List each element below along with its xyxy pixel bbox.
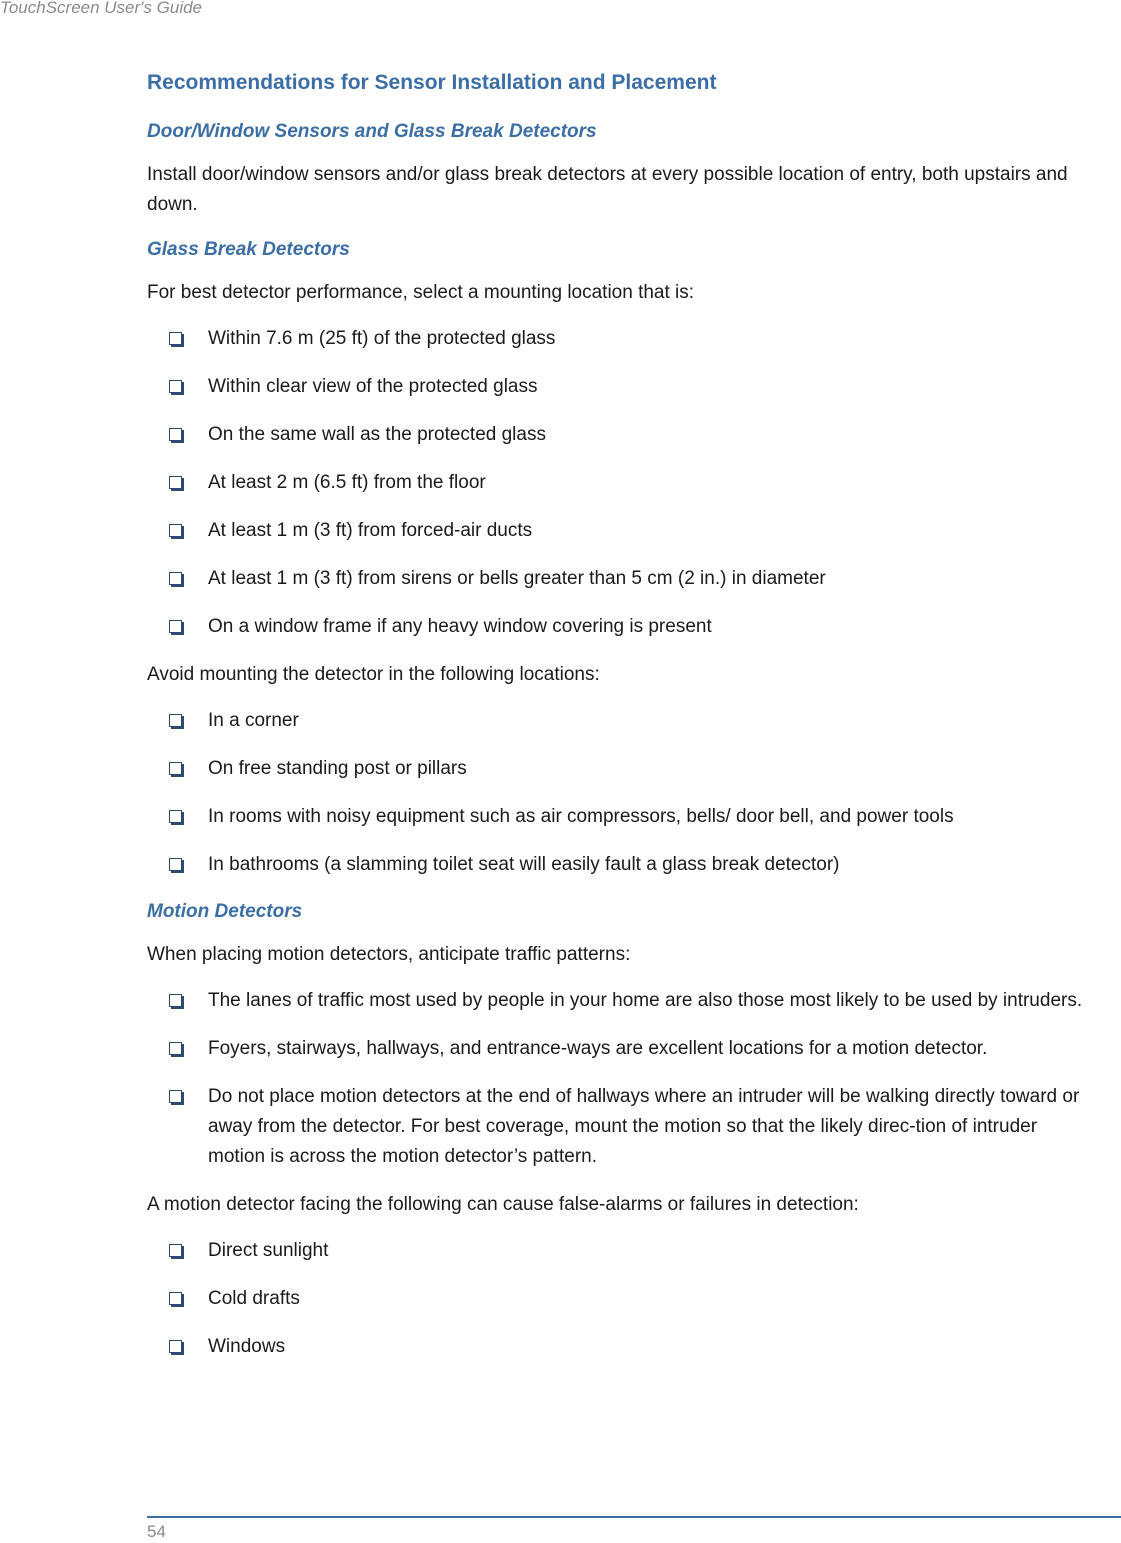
section-title: Recommendations for Sensor Installation and Placement (147, 71, 717, 94)
list-item-text: On a window frame if any heavy window covering is present (208, 616, 712, 637)
list-item-text: In bathrooms (a slamming toilet seat will easily fault a glass break detector) (208, 854, 840, 875)
list-item (147, 324, 1097, 354)
list-item-text: Within clear view of the protected glass (208, 376, 538, 397)
checkbox-bullet-icon (169, 620, 182, 633)
list-item (147, 986, 1097, 1016)
list-item-text: Windows (208, 1336, 286, 1357)
checkbox-bullet-icon (169, 1042, 182, 1055)
list-item-text: Cold drafts (208, 1288, 300, 1309)
list-item (147, 1332, 1097, 1362)
checkbox-bullet-icon (169, 714, 182, 727)
list-item-text: Do not place motion detectors at the end of hallways where an intruder will be walking directly toward or away from the detector. For best coverage, mount the motion so that the likely direc-tion of intruder motion is across the motion detector’s pattern. (208, 1086, 1080, 1167)
checkbox-bullet-icon (169, 572, 182, 585)
list-item (147, 850, 1097, 880)
checkbox-bullet-icon (169, 476, 182, 489)
list-item-text: Direct sunlight (208, 1240, 329, 1261)
list-item (147, 1284, 1097, 1314)
list-item (147, 420, 1097, 450)
list-item (147, 612, 1097, 642)
list-item (147, 706, 1097, 736)
checkbox-bullet-icon (169, 994, 182, 1007)
motion-heading: Motion Detectors (147, 901, 303, 922)
list-item-text: At least 1 m (3 ft) from forced-air ducts (208, 520, 533, 541)
checkbox-bullet-icon (169, 1292, 182, 1305)
door-window-text: Install door/window sensors and/or glass break detectors at every possible location of entry, both upstairs and down. (147, 164, 1068, 215)
list-item-text: In a corner (208, 710, 299, 731)
list-item-text: On the same wall as the protected glass (208, 424, 546, 445)
running-header: TouchScreen User's Guide (0, 0, 202, 17)
checkbox-bullet-icon (169, 380, 182, 393)
checkbox-bullet-icon (169, 524, 182, 537)
checkbox-bullet-icon (169, 762, 182, 775)
checkbox-bullet-icon (169, 1090, 182, 1103)
list-item-text: Within 7.6 m (25 ft) of the protected glass (208, 328, 556, 349)
list-item-text: Foyers, stairways, hallways, and entrance-ways are excellent locations for a motion detector. (208, 1038, 988, 1059)
page-content (147, 68, 1097, 1380)
checkbox-bullet-icon (169, 428, 182, 441)
list-item-text: At least 2 m (6.5 ft) from the floor (208, 472, 486, 493)
motion-tips-list (147, 986, 1097, 1172)
checkbox-bullet-icon (169, 810, 182, 823)
false-alarm-intro: A motion detector facing the following can cause false-alarms or failures in detection: (147, 1194, 859, 1215)
checkbox-bullet-icon (169, 1340, 182, 1353)
glass-break-heading: Glass Break Detectors (147, 239, 350, 260)
list-item-text: The lanes of traffic most used by people in your home are also those most likely to be used by intruders. (208, 990, 1083, 1011)
checkbox-bullet-icon (169, 332, 182, 345)
list-item (147, 372, 1097, 402)
motion-intro: When placing motion detectors, anticipate traffic patterns: (147, 944, 631, 965)
glass-break-avoid-list (147, 706, 1097, 880)
glass-break-intro: For best detector performance, select a mounting location that is: (147, 282, 695, 303)
list-item (147, 1034, 1097, 1064)
checkbox-bullet-icon (169, 1244, 182, 1257)
list-item (147, 802, 1097, 832)
footer-divider (147, 1516, 1121, 1518)
list-item (147, 754, 1097, 784)
glass-break-good-list (147, 324, 1097, 642)
list-item (147, 1236, 1097, 1266)
list-item-text: At least 1 m (3 ft) from sirens or bells greater than 5 cm (2 in.) in diameter (208, 568, 826, 589)
door-window-heading: Door/Window Sensors and Glass Break Detectors (147, 121, 597, 142)
checkbox-bullet-icon (169, 858, 182, 871)
list-item (147, 468, 1097, 498)
avoid-intro: Avoid mounting the detector in the following locations: (147, 664, 600, 685)
list-item-text: On free standing post or pillars (208, 758, 467, 779)
list-item-text: In rooms with noisy equipment such as air compressors, bells/ door bell, and power tools (208, 806, 954, 827)
list-item (147, 564, 1097, 594)
list-item (147, 516, 1097, 546)
false-alarm-list (147, 1236, 1097, 1362)
list-item (147, 1082, 1097, 1172)
page-number: 54 (147, 1522, 166, 1541)
